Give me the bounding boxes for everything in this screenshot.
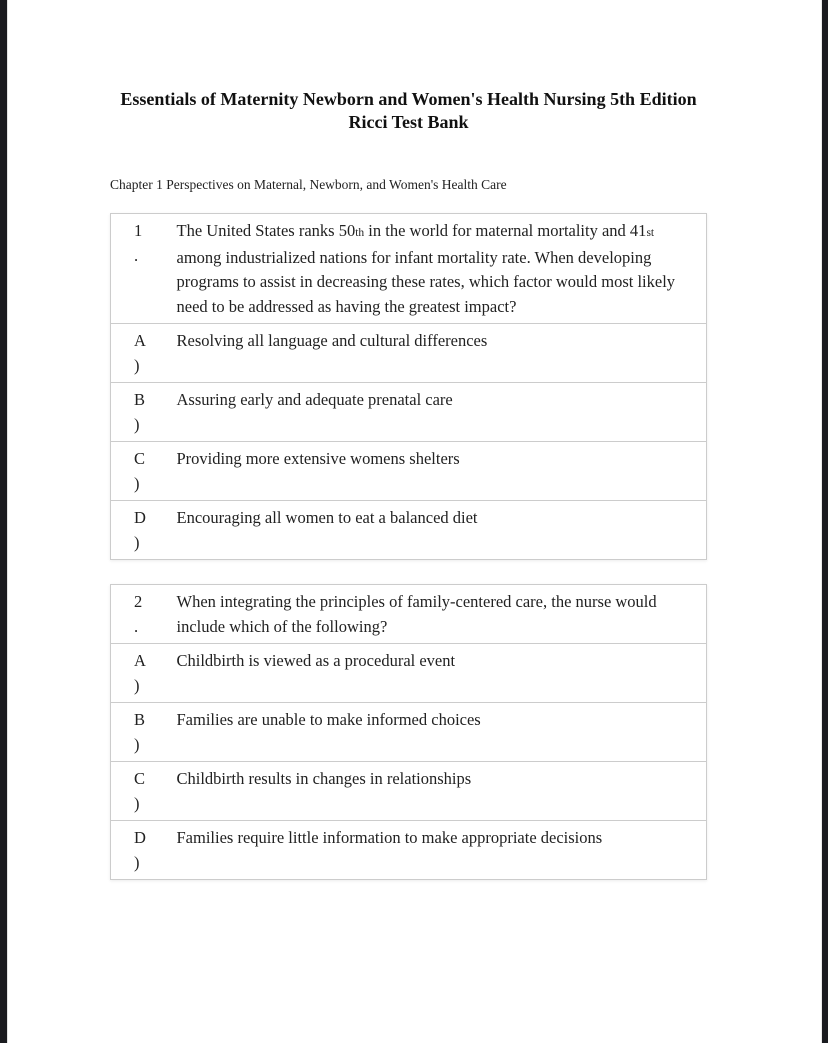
option-text: Providing more extensive womens shelters	[177, 442, 707, 501]
option-row	[111, 703, 707, 762]
option-row	[111, 501, 707, 560]
question-text: When integrating the principles of family-centered care, the nurse would include which of the following?	[176, 592, 657, 636]
option-text: Childbirth results in changes in relationships	[177, 762, 707, 821]
option-row	[111, 383, 707, 442]
option-row	[111, 442, 707, 501]
document-page	[110, 0, 707, 880]
option-text: Childbirth is viewed as a procedural event	[177, 644, 707, 703]
option-letter: D )	[111, 501, 177, 560]
option-row	[111, 762, 707, 821]
page-title: Essentials of Maternity Newborn and Women's Health Nursing 5th Edition Ricci Test Bank	[120, 89, 697, 132]
option-letter: C )	[111, 442, 177, 501]
option-text: Assuring early and adequate prenatal care	[177, 383, 707, 442]
option-text: Encouraging all women to eat a balanced diet	[177, 501, 707, 560]
option-row	[111, 324, 707, 383]
option-letter: A )	[111, 324, 177, 383]
question-number: 1 .	[134, 221, 143, 265]
option-row	[111, 821, 707, 880]
option-text: Families require little information to make appropriate decisions	[177, 821, 707, 880]
question-table-1	[110, 213, 707, 560]
question-row	[111, 214, 707, 324]
option-text: Resolving all language and cultural differences	[177, 324, 707, 383]
option-letter: A )	[111, 644, 177, 703]
option-letter: C )	[111, 762, 177, 821]
option-letter: B )	[111, 383, 177, 442]
option-letter: D )	[111, 821, 177, 880]
option-text: Families are unable to make informed choices	[177, 703, 707, 762]
question-table-2	[110, 584, 707, 880]
chapter-heading: Chapter 1 Perspectives on Maternal, Newborn, and Women's Health Care	[110, 177, 507, 192]
right-frame-bar	[821, 0, 828, 1043]
option-letter: B )	[111, 703, 177, 762]
question-number: 2 .	[134, 592, 143, 636]
question-row	[111, 585, 707, 644]
left-frame-bar	[0, 0, 8, 1043]
question-text: The United States ranks 50th in the world for maternal mortality and 41st among industrialized nations for infant mortality rate. When developing programs to assist in decreasing these rates, which factor would most likely need to be addressed as having the greatest impact?	[176, 221, 676, 316]
option-row	[111, 644, 707, 703]
